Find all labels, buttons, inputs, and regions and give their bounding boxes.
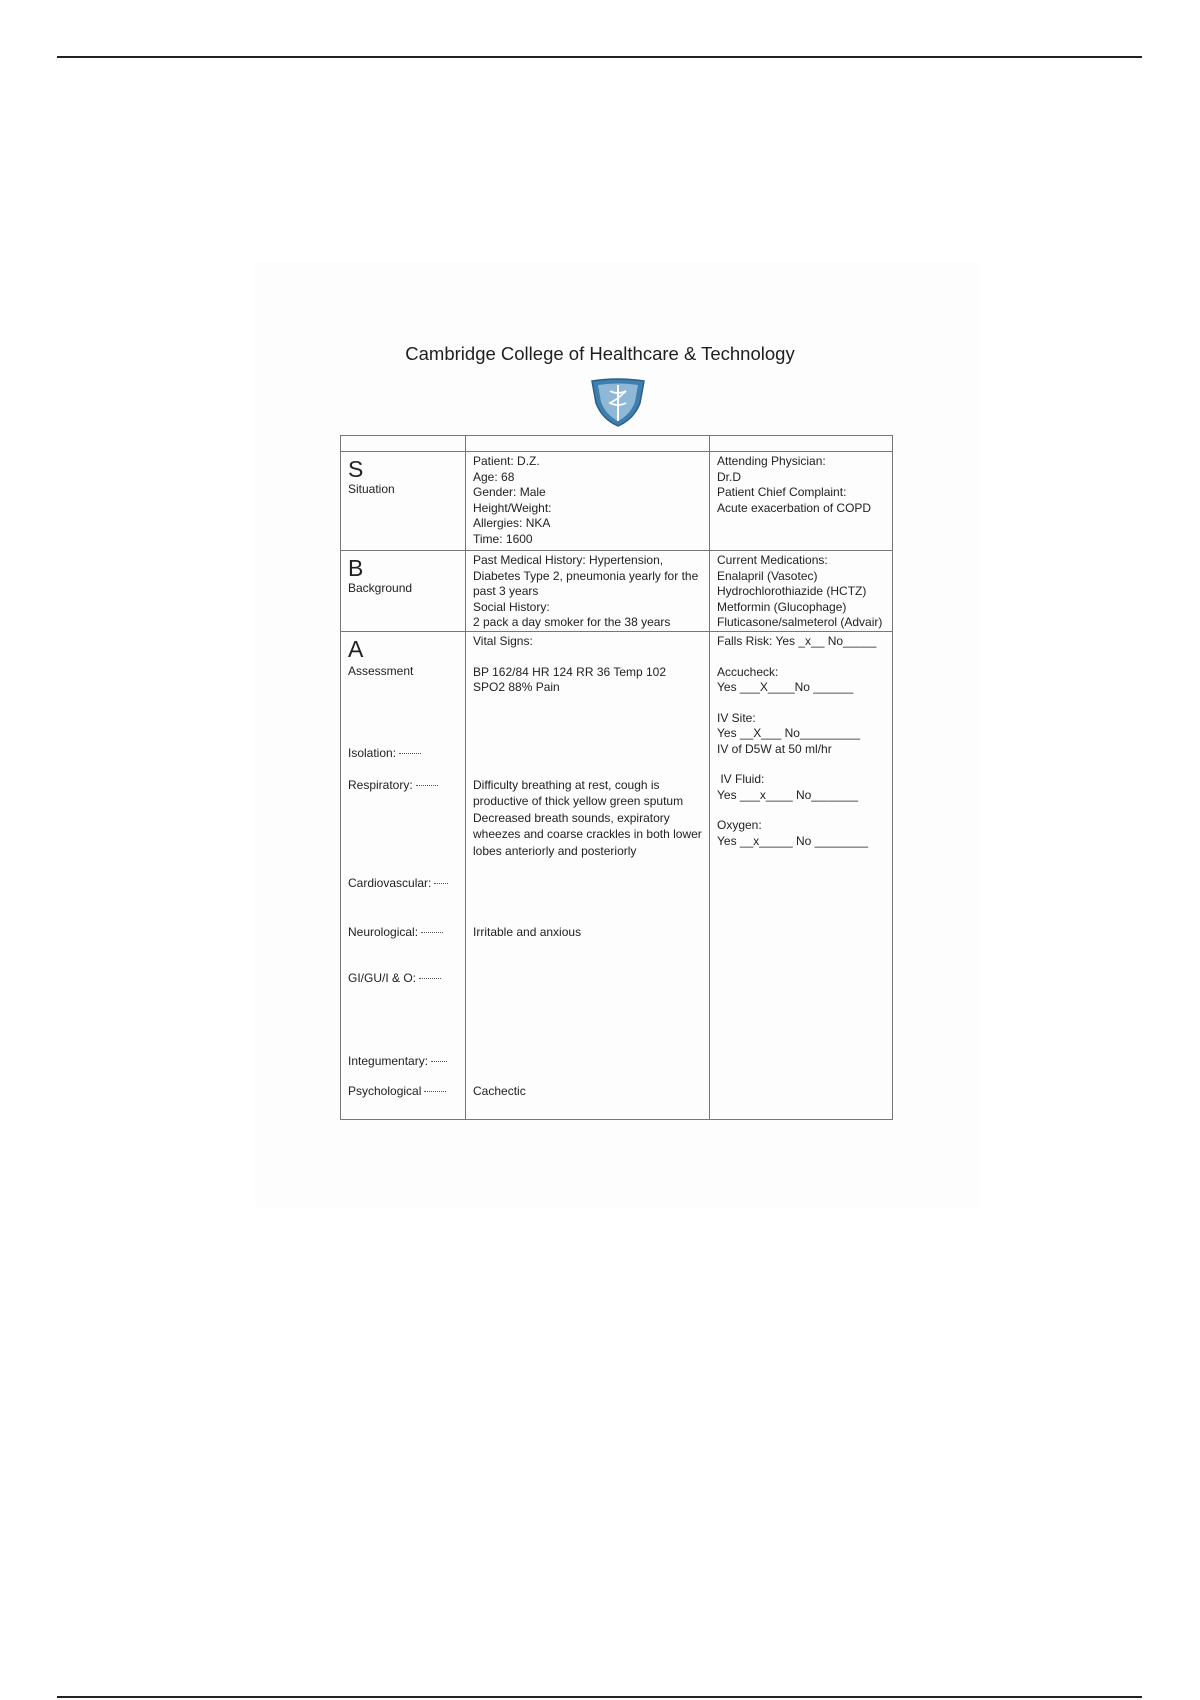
iv-site-value: Yes __X___ No_________ [717,726,861,740]
leader-line [421,932,443,933]
text-line: Gender: Male [473,485,546,499]
situation-row [341,452,893,551]
section-label: Assessment [348,664,414,678]
system-label: Respiratory: [348,778,413,792]
situation-label-cell [341,452,466,551]
gi-gu-label [348,971,441,987]
text-line: Social History: [473,599,550,614]
assessment-findings-cell [466,632,710,1120]
text-line: Metformin (Glucophage) [717,599,847,614]
system-label: GI/GU/I & O: [348,971,417,985]
system-label: Integumentary: [348,1054,429,1068]
spacer [717,650,888,665]
text-line: 2 pack a day smoker for the 38 years [473,615,671,629]
cardiovascular-label [348,876,448,892]
psych-note: Cachectic [473,1084,526,1098]
respiratory-label [348,778,438,794]
integumentary-label [348,1054,447,1070]
section-label: Background [348,581,413,595]
neuro-note: Irritable and anxious [473,925,582,939]
section-label: Situation [348,482,395,496]
isolation-label [348,746,421,762]
assessment-label-cell [341,632,466,1120]
text-line: Patient Chief Complaint: [717,485,847,499]
spacer [717,803,888,818]
page-bottom-rule [57,1696,1142,1698]
iv-site-note: IV of D5W at 50 ml/hr [717,741,832,756]
spacer [717,696,888,711]
sbar-table [340,435,893,1120]
iv-fluid-value: Yes ___x____ No_______ [717,787,859,802]
accucheck-value: Yes ___X____No ______ [717,680,854,694]
text-line: Patient: D.Z. [473,454,540,468]
leader-line [431,1061,447,1062]
text-line: Height/Weight: [473,500,552,515]
vitals-line: SPO2 88% Pain [473,680,560,694]
text-line: Difficulty breathing at rest, cough is [473,778,660,792]
section-letter: S [348,456,364,482]
text-line: Allergies: NKA [473,516,551,530]
system-label: Cardiovascular: [348,876,432,890]
page-title: Cambridge College of Healthcare & Technology [405,343,795,364]
respiratory-notes [473,778,702,860]
system-label: Psychological [348,1084,422,1098]
leader-line [416,785,438,786]
situation-patient-cell [466,452,710,551]
table-header-row [341,436,893,452]
text-line: Dr.D [717,469,741,484]
page-top-rule [57,56,1142,58]
text-line: Attending Physician: [717,454,826,468]
vitals-line: BP 162/84 HR 124 RR 36 Temp 102 [473,664,667,679]
spacer [473,650,705,665]
text-line: wheezes and coarse crackles in both lower [473,826,702,841]
iv-site-label: IV Site: [717,710,756,725]
background-label-cell [341,551,466,632]
text-line: productive of thick yellow green sputum [473,793,684,808]
text-line: Hydrochlorothiazide (HCTZ) [717,584,867,598]
situation-physician-cell [710,452,893,551]
section-letter: A [348,636,364,662]
background-row [341,551,893,632]
text-line: Time: 1600 [473,531,533,546]
text-line: Diabetes Type 2, pneumonia yearly for the [473,568,699,583]
spacer [717,757,888,772]
iv-fluid-label: IV Fluid: [717,772,765,786]
leader-line [399,753,421,754]
text-line: Acute exacerbation of COPD [717,500,872,515]
leader-line [424,1091,446,1092]
falls-risk: Falls Risk: Yes _x__ No_____ [717,634,877,648]
background-medications-cell [710,551,893,632]
text-line: past 3 years [473,584,539,598]
leader-line [419,978,441,979]
leader-line [434,883,448,884]
assessment-checks-cell [710,632,893,1120]
text-line: Age: 68 [473,469,515,484]
oxygen-value: Yes __x_____ No ________ [717,833,869,848]
system-label: Isolation: [348,746,397,760]
text-line: Past Medical History: Hypertension, [473,553,664,567]
oxygen-label: Oxygen: [717,818,762,832]
vitals-label: Vital Signs: [473,634,533,648]
assessment-row [341,632,893,1120]
system-label: Neurological: [348,925,419,939]
text-line: lobes anteriorly and posteriorly [473,844,637,858]
psychological-label [348,1084,446,1100]
neurological-label [348,925,443,941]
text-line: Current Medications: [717,553,828,567]
text-line: Fluticasone/salmeterol (Advair) [717,615,883,629]
background-history-cell [466,551,710,632]
text-line: Enalapril (Vasotec) [717,568,818,583]
text-line: Decreased breath sounds, expiratory [473,811,670,825]
shield-caduceus-icon [588,377,648,427]
section-letter: B [348,555,364,581]
accucheck-label: Accucheck: [717,664,779,679]
